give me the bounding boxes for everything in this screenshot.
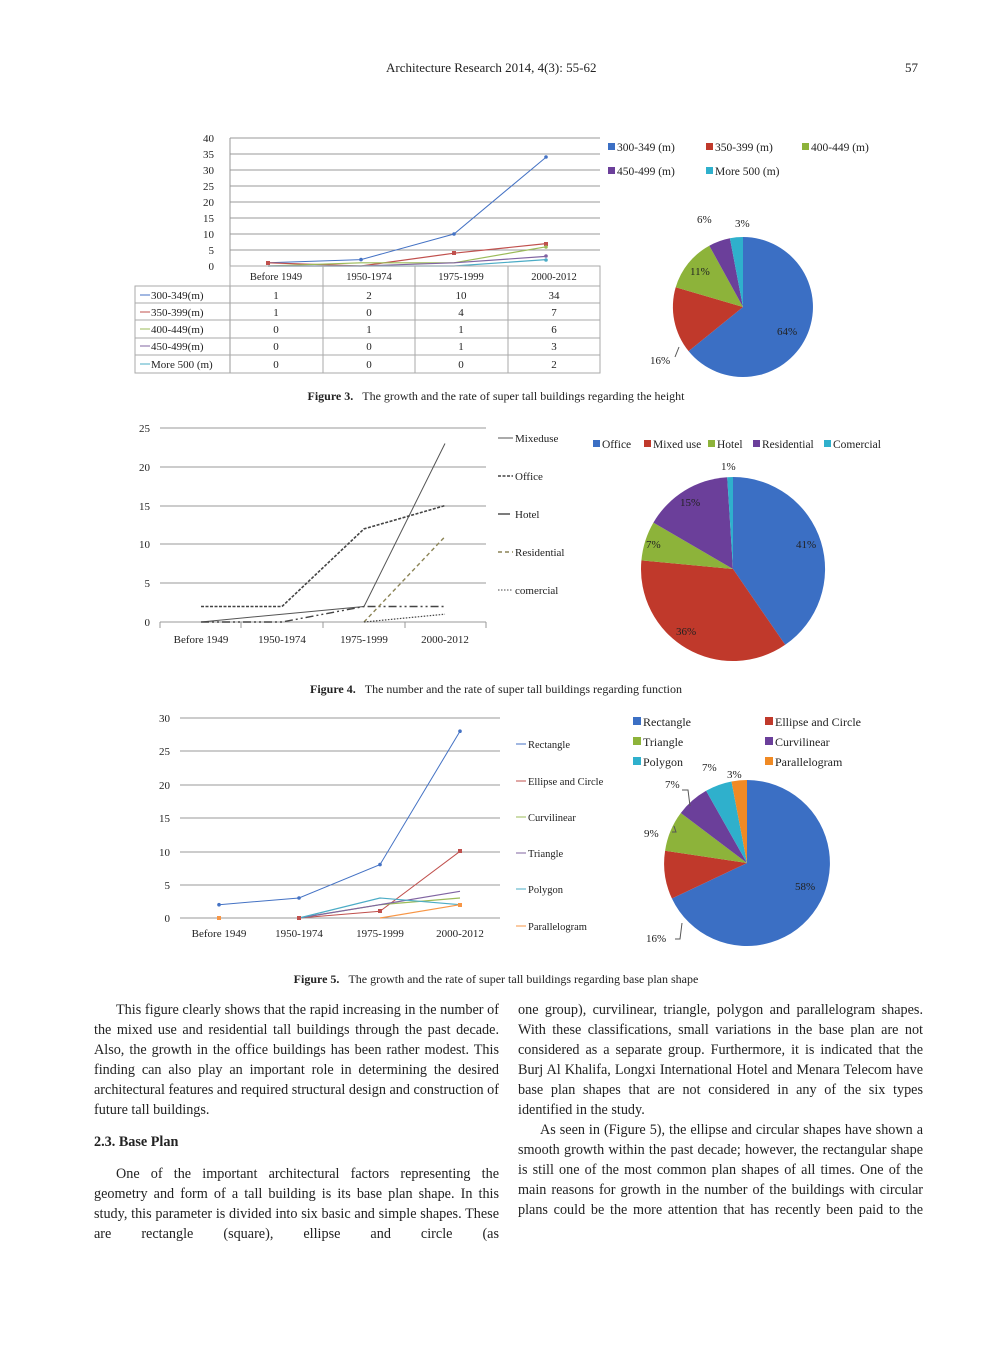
svg-text:0: 0: [273, 341, 279, 353]
svg-text:0: 0: [208, 261, 214, 273]
svg-text:25: 25: [139, 423, 150, 435]
svg-text:30: 30: [203, 165, 214, 177]
svg-text:Curvilinear: Curvilinear: [528, 813, 576, 824]
svg-text:1975-1999: 1975-1999: [340, 634, 388, 646]
svg-text:16%: 16%: [650, 355, 671, 367]
svg-text:Triangle: Triangle: [643, 735, 684, 749]
figure-5-caption: Figure 5. The growth and the rate of super tall buildings regarding base plan shape: [293, 972, 699, 986]
svg-text:20: 20: [139, 462, 150, 474]
svg-text:2000-2012: 2000-2012: [531, 272, 577, 283]
svg-text:10: 10: [159, 847, 170, 859]
table-cells: [273, 290, 560, 371]
svg-text:Triangle: Triangle: [528, 849, 564, 860]
svg-text:35: 35: [203, 149, 214, 161]
svg-text:comercial: comercial: [515, 585, 559, 597]
svg-text:3%: 3%: [727, 769, 742, 781]
y-axis-ticks: [139, 423, 151, 629]
svg-text:Before 1949: Before 1949: [191, 928, 247, 940]
pie-legend: [593, 439, 881, 451]
series-hotel: [201, 607, 445, 623]
svg-text:Mixed use: Mixed use: [653, 439, 702, 451]
svg-text:350-399(m): 350-399(m): [151, 307, 204, 319]
svg-text:0: 0: [273, 324, 279, 336]
svg-text:Parallelogram: Parallelogram: [775, 755, 843, 769]
svg-text:1975-1999: 1975-1999: [438, 272, 484, 283]
svg-text:1: 1: [458, 324, 464, 336]
svg-text:Hotel: Hotel: [515, 509, 540, 521]
svg-text:7%: 7%: [665, 779, 680, 791]
svg-text:Curvilinear: Curvilinear: [775, 735, 830, 749]
svg-text:More 500 (m): More 500 (m): [715, 166, 780, 178]
right-column: [518, 1000, 923, 1220]
svg-text:5: 5: [208, 245, 214, 257]
legend: [516, 740, 604, 933]
svg-text:Before 1949: Before 1949: [173, 634, 229, 646]
svg-text:300-349 (m): 300-349 (m): [617, 142, 675, 154]
svg-text:16%: 16%: [646, 933, 667, 945]
svg-text:6: 6: [551, 324, 557, 336]
svg-text:1950-1974: 1950-1974: [258, 634, 306, 646]
svg-text:3%: 3%: [735, 218, 750, 230]
markers: [266, 155, 548, 265]
svg-text:0: 0: [366, 359, 372, 371]
svg-text:5: 5: [144, 578, 150, 590]
svg-text:2: 2: [551, 359, 557, 371]
svg-text:5: 5: [164, 880, 170, 892]
svg-text:36%: 36%: [676, 626, 697, 638]
svg-text:2: 2: [366, 290, 372, 302]
figure-3-caption: Figure 3. The growth and the rate of super tall buildings regarding the height: [307, 389, 685, 403]
svg-text:30: 30: [159, 713, 170, 725]
paragraph: This figure clearly shows that the rapid increasing in the number of the mixed use and residential tall buildings through the past decade. Also, the growth in the office buildings has been rather modest. This finding can also play an important role in determining the desired architectural features and required structural design and construction of future tall buildings.: [94, 1002, 499, 1118]
svg-text:Before 1949: Before 1949: [249, 272, 303, 283]
svg-text:Residential: Residential: [762, 439, 814, 451]
svg-text:41%: 41%: [796, 539, 817, 551]
svg-text:Office: Office: [515, 471, 543, 483]
svg-text:1950-1974: 1950-1974: [275, 928, 323, 940]
svg-text:10: 10: [455, 290, 467, 302]
series-office: [201, 506, 445, 607]
svg-text:Hotel: Hotel: [717, 439, 743, 451]
svg-text:0: 0: [144, 617, 150, 629]
svg-text:Ellipse and Circle: Ellipse and Circle: [528, 777, 604, 788]
svg-text:0: 0: [164, 913, 170, 925]
series-mixeduse: [201, 444, 445, 623]
paragraph: One of the important architectural factors representing the geometry and form of a tall building is its base plan shape. In this study, this parameter is divided into six basic and simple shapes. These are rectangle (square), ellipse and circle (as: [94, 1166, 499, 1242]
series-residential: [364, 537, 445, 622]
svg-text:Polygon: Polygon: [643, 755, 684, 769]
paragraph: one group), curvilinear, triangle, polygon and parallelogram shapes. With these classifications, small variations in the base plan are not considered as a separate group. Furthermore, it is indicated that the Burj Al Khalifa, Longxi International Hotel and Menara Telecom have base plan shapes that are not considered in any of the six types identified in the study.: [518, 1002, 923, 1118]
svg-text:450-499(m): 450-499(m): [151, 341, 204, 353]
svg-text:Polygon: Polygon: [528, 885, 564, 896]
svg-text:10: 10: [203, 229, 214, 241]
y-axis-ticks: [203, 133, 215, 273]
svg-text:1950-1974: 1950-1974: [346, 272, 392, 283]
svg-text:350-399 (m): 350-399 (m): [715, 142, 773, 154]
svg-text:Residential: Residential: [515, 547, 565, 559]
svg-text:Comercial: Comercial: [833, 439, 881, 451]
svg-text:4: 4: [458, 307, 464, 319]
svg-text:0: 0: [366, 341, 372, 353]
y-axis-ticks: [159, 713, 171, 925]
svg-text:1%: 1%: [721, 461, 736, 473]
svg-text:15: 15: [139, 501, 150, 513]
svg-text:2000-2012: 2000-2012: [436, 928, 484, 940]
svg-text:1975-1999: 1975-1999: [356, 928, 404, 940]
svg-text:3: 3: [551, 341, 557, 353]
svg-text:Mixeduse: Mixeduse: [515, 433, 559, 445]
svg-text:400-449(m): 400-449(m): [151, 324, 204, 336]
figure-4-line-chart: [130, 418, 595, 653]
svg-text:7%: 7%: [702, 762, 717, 774]
svg-text:1: 1: [366, 324, 372, 336]
gridlines: [180, 718, 500, 918]
svg-text:Ellipse and Circle: Ellipse and Circle: [775, 715, 861, 729]
svg-text:Parallelogram: Parallelogram: [528, 922, 587, 933]
svg-text:64%: 64%: [777, 326, 798, 338]
journal-title: Architecture Research 2014, 4(3): 55-62: [386, 60, 597, 75]
svg-text:400-449 (m): 400-449 (m): [811, 142, 869, 154]
pie-legend: [633, 715, 861, 769]
series-curvilinear: [299, 898, 460, 918]
svg-text:Rectangle: Rectangle: [643, 715, 691, 729]
svg-text:15: 15: [159, 813, 170, 825]
series-300-349: [268, 157, 546, 263]
figure-3-pie-chart: [605, 135, 895, 385]
svg-text:7%: 7%: [646, 539, 661, 551]
left-column: [94, 1000, 499, 1244]
svg-text:300-349(m): 300-349(m): [151, 290, 204, 302]
svg-text:6%: 6%: [697, 214, 712, 226]
section-heading: 2.3. Base Plan: [94, 1134, 179, 1150]
svg-text:7: 7: [551, 307, 557, 319]
figure-4-caption: Figure 4. The number and the rate of super tall buildings regarding function: [309, 682, 683, 696]
gridlines: [160, 428, 486, 628]
svg-text:1: 1: [273, 290, 279, 302]
svg-text:25: 25: [159, 746, 170, 758]
svg-text:2000-2012: 2000-2012: [421, 634, 469, 646]
figure-4-pie-chart: [590, 432, 900, 667]
svg-text:1: 1: [273, 307, 279, 319]
svg-text:10: 10: [139, 539, 150, 551]
table-column-headers: [250, 272, 577, 283]
paragraph: As seen in (Figure 5), the ellipse and circular shapes have shown a smooth growth within the past decade; however, the rectangular shape is still one of the most common plan shapes of all times. One of the main reasons for growth in the number of the buildings with circular plans could be the more attention that has recently been paid to the: [518, 1122, 923, 1218]
svg-text:11%: 11%: [690, 266, 710, 278]
svg-text:0: 0: [366, 307, 372, 319]
svg-text:25: 25: [203, 181, 214, 193]
svg-text:58%: 58%: [795, 881, 816, 893]
svg-text:9%: 9%: [644, 828, 659, 840]
figure-5-pie-chart: [630, 708, 900, 953]
page-number: 57: [905, 60, 918, 75]
svg-text:1: 1: [458, 341, 464, 353]
x-axis-labels: [192, 928, 484, 940]
svg-text:0: 0: [458, 359, 464, 371]
series-triangle: [299, 891, 460, 918]
svg-text:20: 20: [159, 780, 170, 792]
svg-text:0: 0: [273, 359, 279, 371]
svg-text:40: 40: [203, 133, 214, 145]
svg-text:20: 20: [203, 197, 214, 209]
svg-text:Office: Office: [602, 439, 632, 451]
series-polygon: [299, 898, 460, 918]
svg-text:15%: 15%: [680, 497, 701, 509]
series-parallelogram: [380, 905, 460, 918]
svg-text:34: 34: [548, 290, 560, 302]
svg-text:15: 15: [203, 213, 214, 225]
svg-text:More 500 (m): More 500 (m): [151, 359, 213, 371]
table-row-labels: [140, 290, 213, 371]
figure-5-line-chart: [150, 708, 620, 948]
x-axis-labels: [174, 634, 469, 646]
legend: [498, 433, 565, 597]
figure-3-line-chart: [130, 128, 610, 378]
markers: [217, 729, 462, 920]
svg-text:Rectangle: Rectangle: [528, 740, 570, 751]
pie-legend: [608, 142, 869, 178]
svg-text:450-499 (m): 450-499 (m): [617, 166, 675, 178]
series-comercial: [364, 614, 445, 622]
